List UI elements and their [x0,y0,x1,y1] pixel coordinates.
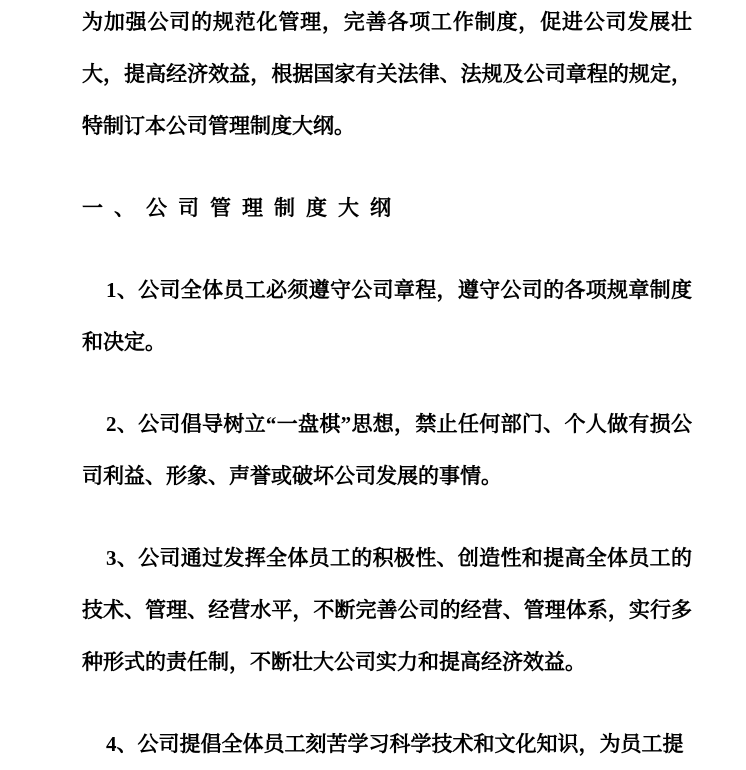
rule-item-2: 2、公司倡导树立“一盘棋”思想，禁止任何部门、个人做有损公司利益、形象、声誉或破坏公司发展的事情。 [82,412,692,488]
rule-item-3: 3、公司通过发挥全体员工的积极性、创造性和提高全体员工的技术、管理、经营水平，不断完善公司的经营、管理体系，实行多种形式的责任制，不断壮大公司实力和提高经济效益。 [82,546,692,674]
intro-paragraph: 为加强公司的规范化管理，完善各项工作制度，促进公司发展壮大，提高经济效益，根据国家有关法律、法规及公司章程的规定，特制订本公司管理制度大纲。 [82,10,692,138]
rule-item-1: 1、公司全体员工必须遵守公司章程，遵守公司的各项规章制度和决定。 [82,278,692,354]
section-heading: 一、公司管理制度大纲 [82,196,402,220]
rule-item-4: 4、公司提倡全体员工刻苦学习科学技术和文化知识，为员工提 [106,732,684,756]
